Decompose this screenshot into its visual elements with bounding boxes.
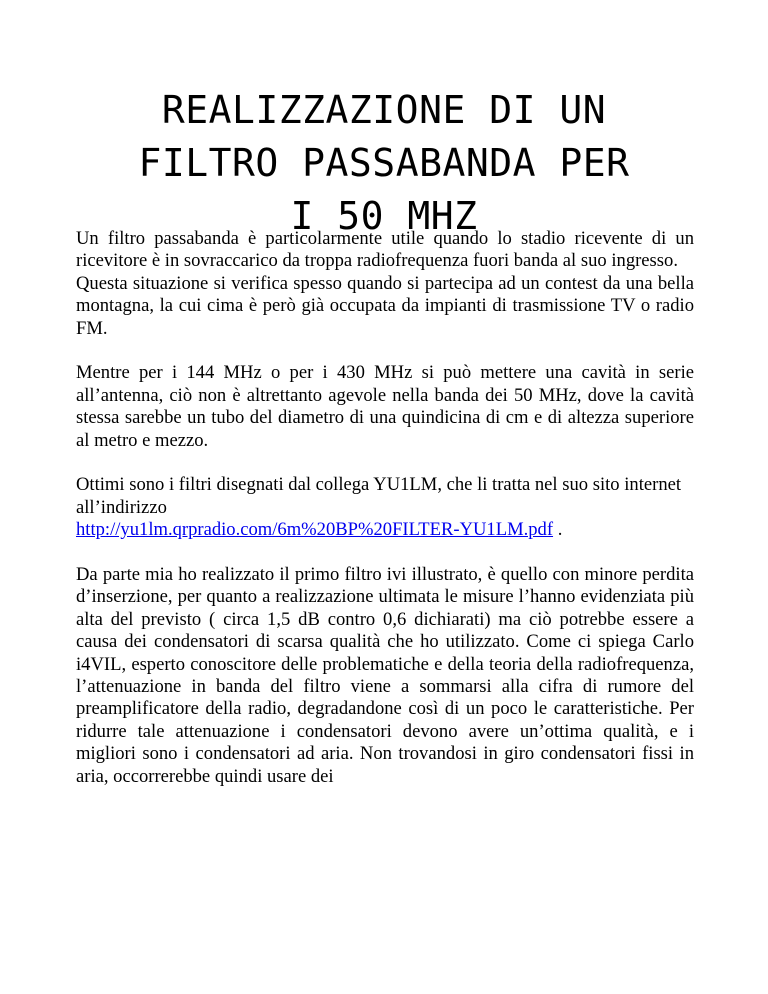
paragraph-gap bbox=[76, 452, 694, 474]
yu1lm-pdf-link[interactable]: http://yu1lm.qrpradio.com/6m%20BP%20FILTER-YU1LM.pdf bbox=[76, 519, 554, 541]
paragraph-filters-after: . bbox=[553, 519, 563, 541]
paragraph-gap bbox=[76, 340, 694, 362]
document-body bbox=[76, 228, 694, 788]
title-line-3: I 50 MHZ bbox=[290, 194, 478, 238]
paragraph-filters bbox=[76, 474, 694, 541]
paragraph-filters-text: Ottimi sono i filtri disegnati dal collega YU1LM, che li tratta nel suo sito internet all’indirizzo bbox=[76, 474, 682, 518]
paragraph-intro: Un filtro passabanda è particolarmente utile quando lo stadio ricevente di un ricevitore è in sovraccarico da troppa radiofrequenza fuori banda al suo ingresso. bbox=[76, 228, 694, 272]
paragraph-gap bbox=[76, 542, 694, 564]
title-line-2: FILTRO PASSABANDA PER bbox=[138, 141, 630, 185]
paragraph-realization: Da parte mia ho realizzato il primo filtro ivi illustrato, è quello con minore perdita d’inserzione, per quanto a realizzazione ultimata le misure l’hanno evidenziata più alta del previsto ( circa 1,5 dB contro 0,6 dichiarati) ma ciò potrebbe essere a causa dei condensatori di scarsa qualità che ho utilizzato. Come ci spiega Carlo i4VIL, esperto conoscitore delle problematiche e della teoria della radiofrequenza, l’attenuazione in banda del filtro viene a sommarsi alla cifra di rumore del preamplificatore della radio, degradandone così di un poco le caratteristiche. Per ridurre tale attenuazione i condensatori devono avere un’ottima qualità, e i migliori sono i condensatori ad aria. Non trovandosi in giro condensatori fissi in aria, occorrerebbe quindi usare dei bbox=[76, 564, 694, 787]
paragraph-situation: Questa situazione si verifica spesso quando si partecipa ad un contest da una bella montagna, la cui cima è però già occupata da impianti di trasmissione TV o radio FM. bbox=[76, 272, 694, 339]
document-title bbox=[74, 84, 694, 243]
title-line-1: REALIZZAZIONE DI UN bbox=[161, 88, 607, 132]
paragraph-cavity: Mentre per i 144 MHz o per i 430 MHz si può mettere una cavità in serie all’antenna, ciò non è altrettanto agevole nella banda dei 50 MHz, dove la cavità stessa sarebbe un tubo del diametro di una quindicina di cm e di altezza superiore al metro e mezzo. bbox=[76, 362, 694, 451]
